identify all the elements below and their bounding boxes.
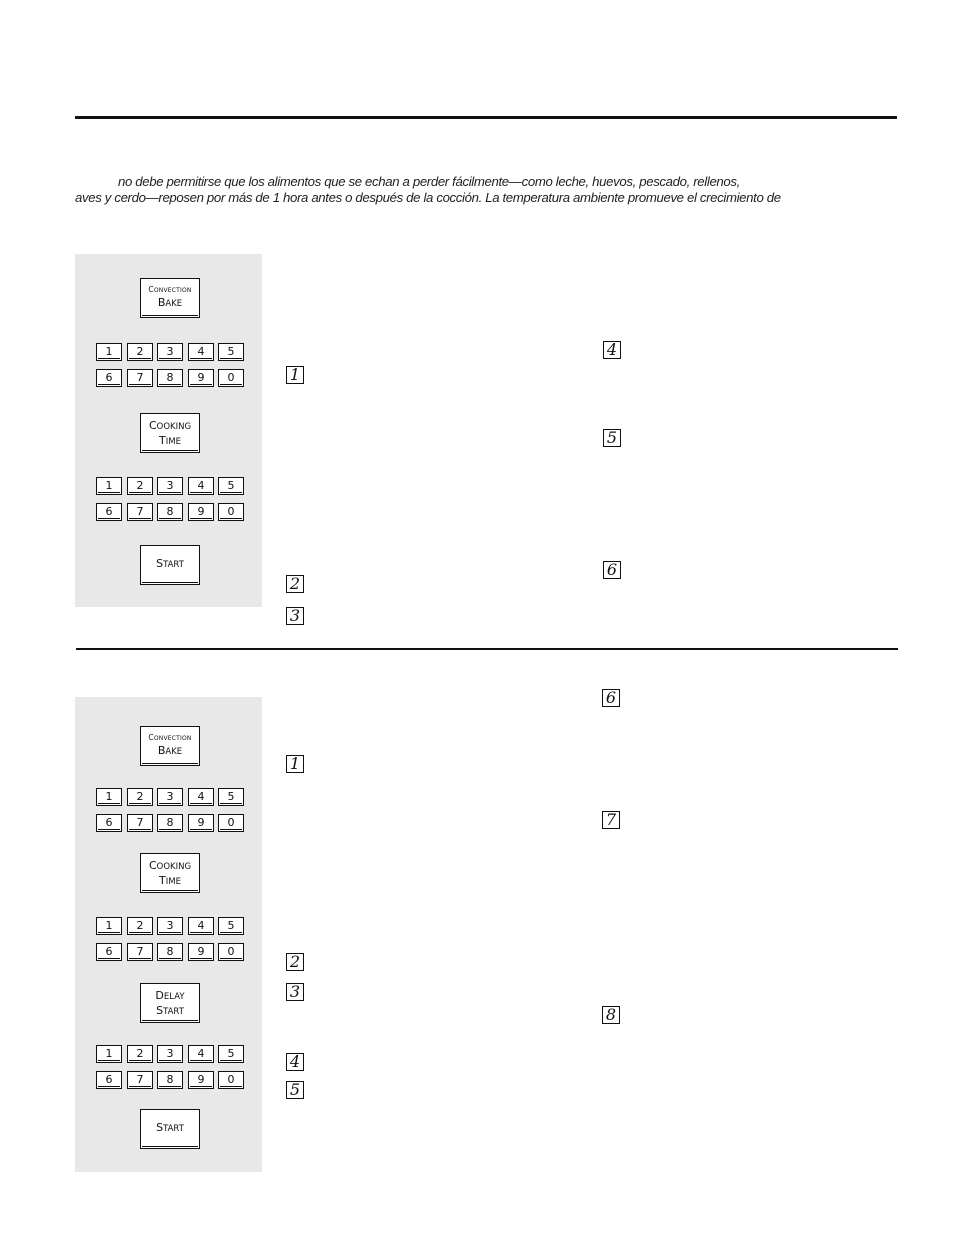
key-1[interactable]: 1 bbox=[96, 343, 122, 361]
key-1[interactable]: 1 bbox=[96, 477, 122, 495]
key-5[interactable]: 5 bbox=[218, 788, 244, 806]
key-4[interactable]: 4 bbox=[188, 1045, 214, 1063]
number-pad bbox=[96, 917, 246, 969]
delay-label: DELAY bbox=[155, 989, 185, 1002]
key-2[interactable]: 2 bbox=[127, 343, 153, 361]
number-row-top bbox=[96, 1045, 246, 1063]
key-4[interactable]: 4 bbox=[188, 917, 214, 935]
step-6-marker: 6 bbox=[603, 561, 621, 579]
cooking-time-button[interactable] bbox=[140, 413, 200, 453]
key-7[interactable]: 7 bbox=[127, 1071, 153, 1089]
step-3-marker: 3 bbox=[286, 983, 304, 1001]
cooking-label: COOKING bbox=[148, 859, 192, 872]
key-1[interactable]: 1 bbox=[96, 788, 122, 806]
key-2[interactable]: 2 bbox=[127, 788, 153, 806]
number-pad bbox=[96, 1045, 246, 1097]
bake-label: BAKE bbox=[157, 296, 183, 309]
key-9[interactable]: 9 bbox=[188, 1071, 214, 1089]
warning-line-2: aves y cerdo—reposen por más de 1 hora antes o después de la cocción. La temperatura ambiente promueve el crecimiento de bbox=[75, 190, 781, 205]
number-row-bottom bbox=[96, 943, 246, 961]
convection-label: CONVECTION bbox=[148, 285, 192, 294]
step-5-marker: 5 bbox=[286, 1081, 304, 1099]
key-4[interactable]: 4 bbox=[188, 343, 214, 361]
key-5[interactable]: 5 bbox=[218, 1045, 244, 1063]
step-2-marker: 2 bbox=[286, 575, 304, 593]
key-3[interactable]: 3 bbox=[157, 788, 183, 806]
warning-line-1: no debe permitirse que los alimentos que se echan a perder fácilmente—como leche, huevos, pescado, rellenos, bbox=[118, 174, 740, 189]
step-1-marker: 1 bbox=[286, 366, 304, 384]
key-7[interactable]: 7 bbox=[127, 943, 153, 961]
key-5[interactable]: 5 bbox=[218, 917, 244, 935]
key-0[interactable]: 0 bbox=[218, 1071, 244, 1089]
key-0[interactable]: 0 bbox=[218, 503, 244, 521]
time-label: TIME bbox=[159, 434, 181, 447]
key-7[interactable]: 7 bbox=[127, 814, 153, 832]
key-0[interactable]: 0 bbox=[218, 943, 244, 961]
key-3[interactable]: 3 bbox=[157, 477, 183, 495]
keypad-panel-1 bbox=[75, 254, 262, 607]
section-divider bbox=[76, 648, 898, 650]
key-9[interactable]: 9 bbox=[188, 943, 214, 961]
top-divider bbox=[75, 116, 897, 119]
key-2[interactable]: 2 bbox=[127, 1045, 153, 1063]
number-row-bottom bbox=[96, 369, 246, 387]
key-3[interactable]: 3 bbox=[157, 1045, 183, 1063]
step-4-marker: 4 bbox=[286, 1053, 304, 1071]
step-4-marker: 4 bbox=[603, 341, 621, 359]
key-8[interactable]: 8 bbox=[157, 814, 183, 832]
number-row-bottom bbox=[96, 1071, 246, 1089]
bake-label: BAKE bbox=[157, 744, 183, 757]
key-6[interactable]: 6 bbox=[96, 503, 122, 521]
key-2[interactable]: 2 bbox=[127, 917, 153, 935]
step-6-marker: 6 bbox=[602, 689, 620, 707]
start-label: START bbox=[156, 1004, 184, 1017]
start-button[interactable] bbox=[140, 1109, 200, 1149]
number-row-top bbox=[96, 477, 246, 495]
key-7[interactable]: 7 bbox=[127, 503, 153, 521]
key-8[interactable]: 8 bbox=[157, 1071, 183, 1089]
key-2[interactable]: 2 bbox=[127, 477, 153, 495]
key-6[interactable]: 6 bbox=[96, 369, 122, 387]
number-pad bbox=[96, 788, 246, 840]
key-1[interactable]: 1 bbox=[96, 1045, 122, 1063]
delay-start-button[interactable] bbox=[140, 983, 200, 1023]
key-4[interactable]: 4 bbox=[188, 788, 214, 806]
food-safety-warning bbox=[75, 174, 875, 206]
step-8-marker: 8 bbox=[602, 1006, 620, 1024]
step-2-marker: 2 bbox=[286, 953, 304, 971]
number-row-top bbox=[96, 343, 246, 361]
step-3-marker: 3 bbox=[286, 607, 304, 625]
number-pad bbox=[96, 343, 246, 395]
key-9[interactable]: 9 bbox=[188, 369, 214, 387]
key-4[interactable]: 4 bbox=[188, 477, 214, 495]
key-6[interactable]: 6 bbox=[96, 943, 122, 961]
key-5[interactable]: 5 bbox=[218, 477, 244, 495]
number-row-top bbox=[96, 917, 246, 935]
step-1-marker: 1 bbox=[286, 755, 304, 773]
number-row-bottom bbox=[96, 503, 246, 521]
number-pad bbox=[96, 477, 246, 529]
start-label: START bbox=[156, 557, 184, 570]
key-8[interactable]: 8 bbox=[157, 503, 183, 521]
key-1[interactable]: 1 bbox=[96, 917, 122, 935]
number-row-bottom bbox=[96, 814, 246, 832]
key-3[interactable]: 3 bbox=[157, 343, 183, 361]
key-9[interactable]: 9 bbox=[188, 503, 214, 521]
key-3[interactable]: 3 bbox=[157, 917, 183, 935]
key-6[interactable]: 6 bbox=[96, 814, 122, 832]
number-row-top bbox=[96, 788, 246, 806]
start-button[interactable] bbox=[140, 545, 200, 585]
key-0[interactable]: 0 bbox=[218, 814, 244, 832]
key-5[interactable]: 5 bbox=[218, 343, 244, 361]
start-label: START bbox=[156, 1121, 184, 1134]
key-8[interactable]: 8 bbox=[157, 369, 183, 387]
key-6[interactable]: 6 bbox=[96, 1071, 122, 1089]
key-9[interactable]: 9 bbox=[188, 814, 214, 832]
cooking-label: COOKING bbox=[148, 419, 192, 432]
time-label: TIME bbox=[159, 874, 181, 887]
step-7-marker: 7 bbox=[602, 811, 620, 829]
key-8[interactable]: 8 bbox=[157, 943, 183, 961]
convection-label: CONVECTION bbox=[148, 733, 192, 742]
convection-bake-button[interactable] bbox=[140, 278, 200, 318]
key-0[interactable]: 0 bbox=[218, 369, 244, 387]
cooking-time-button[interactable] bbox=[140, 853, 200, 893]
key-7[interactable]: 7 bbox=[127, 369, 153, 387]
convection-bake-button[interactable] bbox=[140, 726, 200, 766]
step-5-marker: 5 bbox=[603, 429, 621, 447]
keypad-panel-2 bbox=[75, 697, 262, 1172]
